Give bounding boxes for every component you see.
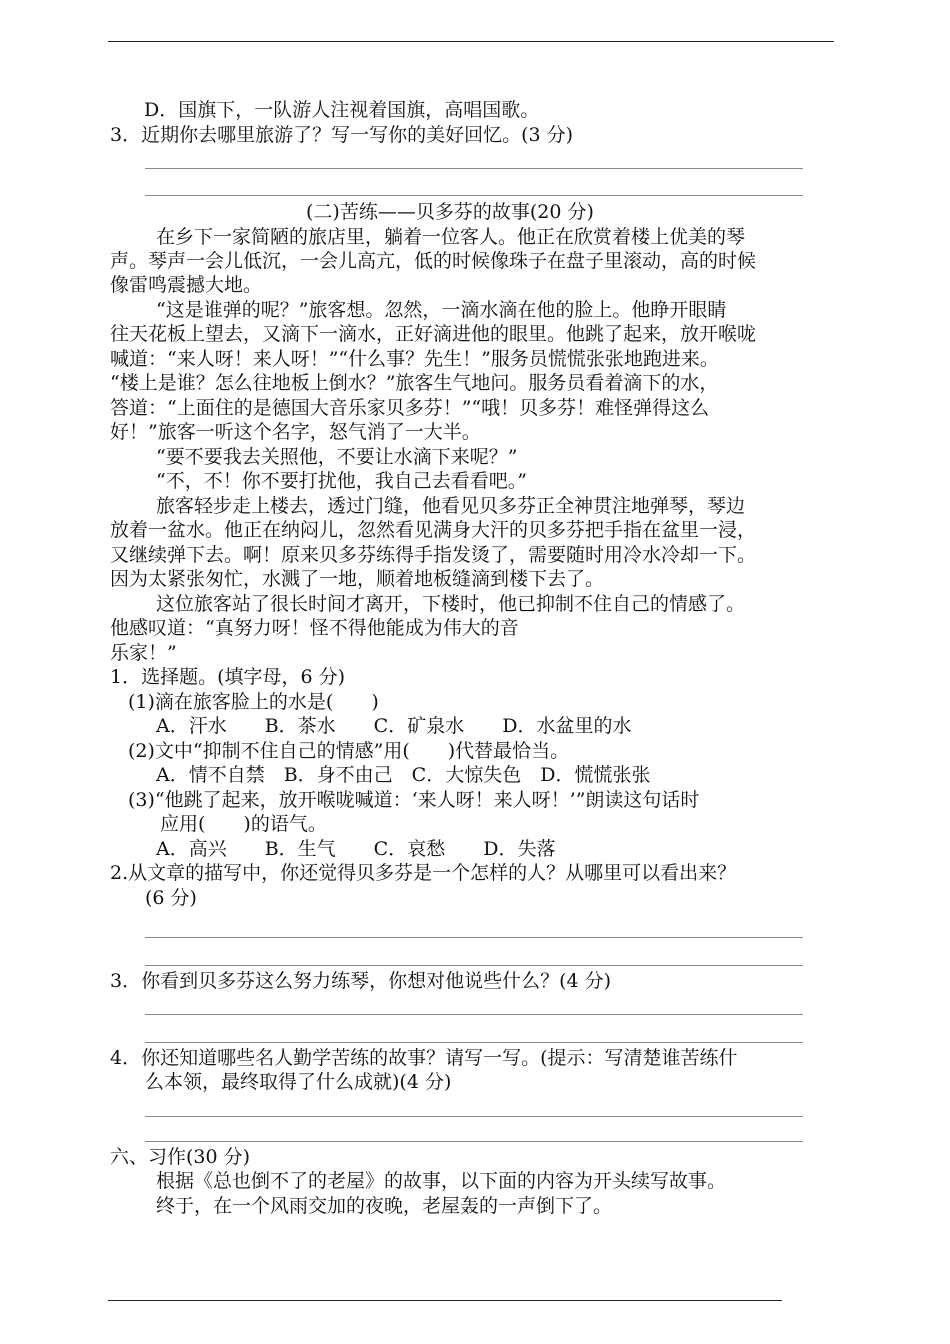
passage-line: “楼上是谁？怎么往地板上倒水？”旅客生气地问。服务员看着滴下的水， — [110, 372, 719, 394]
answer-line[interactable] — [145, 195, 803, 196]
passage-line: 在乡下一家简陋的旅店里，躺着一位客人。他正在欣赏着楼上优美的琴 — [156, 226, 746, 248]
passage-line: 旅客轻步走上楼去，透过门缝，他看见贝多芬正全神贯注地弹琴，琴边 — [156, 495, 746, 517]
question-4: 4．你还知道哪些名人勤学苦练的故事？请写一写。(提示：写清楚谁苦练什 — [110, 1047, 738, 1069]
question-2-score: (6 分) — [145, 887, 197, 909]
writing-opening: 终于，在一个风雨交加的夜晚，老屋轰的一声倒下了。 — [156, 1195, 613, 1217]
question-1-title: 1．选择题。(填字母，6 分) — [110, 666, 346, 688]
reading-title: (二)苦练——贝多芬的故事(20 分) — [306, 201, 594, 223]
answer-line[interactable] — [145, 1042, 803, 1043]
passage-line: “要不要我去关照他，不要让水滴下来呢？” — [156, 446, 518, 468]
passage-line: “这是谁弹的呢？”旅客想。忽然，一滴水滴在他的脸上。他睁开眼睛 — [156, 299, 727, 321]
passage-line: 喊道：“来人呀！来人呀！”“什么事？先生！”服务员慌慌张张地跑进来。 — [110, 348, 719, 370]
bottom-rule — [108, 1300, 782, 1301]
answer-line[interactable] — [145, 1141, 803, 1142]
answer-line[interactable] — [145, 168, 803, 169]
question-1-3-cont: 应用( )的语气。 — [160, 813, 327, 835]
question-1-2-options: A．情不自禁 B．身不由己 C．大惊失色 D．慌慌张张 — [156, 764, 651, 786]
question-2: 2.从文章的描写中，你还觉得贝多芬是一个怎样的人？从哪里可以看出来？ — [110, 862, 737, 884]
passage-line: 乐家！” — [110, 642, 177, 664]
passage-line: 因为太紧张匆忙，水溅了一地，顺着地板缝滴到楼下去了。 — [110, 568, 605, 590]
passage-line: 又继续弹下去。啊！原来贝多芬练得手指发烫了，需要随时用冷水冷却一下。 — [110, 544, 757, 566]
passage-line: 这位旅客站了很长时间才离开，下楼时，他已抑制不住自己的情感了。 — [156, 593, 746, 615]
passage-line: 放着一盆水。他正在纳闷儿，忽然看见满身大汗的贝多芬把手指在盆里一浸， — [110, 519, 757, 541]
passage-line: 他感叹道：“真努力呀！怪不得他能成为伟大的音 — [110, 617, 519, 639]
passage-line: 好！”旅客一听这个名字，怒气消了一大半。 — [110, 421, 481, 443]
question-1-3: (3)“他跳了起来，放开喉咙喊道：‘来人呀！来人呀！’”朗读这句话时 — [128, 789, 700, 811]
answer-line[interactable] — [145, 1014, 803, 1015]
top-rule — [108, 41, 834, 42]
option-d: D．国旗下，一队游人注视着国旗，高唱国歌。 — [144, 99, 540, 121]
answer-line[interactable] — [145, 937, 803, 938]
writing-prompt: 根据《总也倒不了的老屋》的故事，以下面的内容为开头续写故事。 — [156, 1170, 727, 1192]
question-1-2: (2)文中“抑制不住自己的情感”用( )代替最恰当。 — [128, 740, 570, 762]
passage-line: “不，不！你不要打扰他，我自己去看看吧。” — [156, 470, 527, 492]
passage-line: 往天花板上望去，又滴下一滴水，正好滴进他的眼里。他跳了起来，放开喉咙 — [110, 323, 757, 345]
question-1-1-options: A．汗水 B．茶水 C．矿泉水 D．水盆里的水 — [156, 715, 632, 737]
writing-title: 六、习作(30 分) — [110, 1146, 251, 1168]
question-3-prev: 3．近期你去哪里旅游了？写一写你的美好回忆。(3 分) — [110, 124, 574, 146]
passage-line: 像雷鸣震撼大地。 — [110, 274, 263, 296]
passage-line: 答道：“上面住的是德国大音乐家贝多芬！”“哦！贝多芬！难怪弹得这么 — [110, 397, 710, 419]
answer-line[interactable] — [145, 965, 803, 966]
answer-line[interactable] — [145, 1116, 803, 1117]
question-4-cont: 么本领，最终取得了什么成就)(4 分) — [145, 1071, 452, 1093]
question-1-1: (1)滴在旅客脸上的水是( ) — [128, 691, 379, 713]
question-3: 3．你看到贝多芬这么努力练琴，你想对他说些什么？(4 分) — [110, 970, 612, 992]
passage-line: 声。琴声一会儿低沉，一会儿高亢，低的时候像珠子在盘子里滚动，高的时候 — [110, 250, 757, 272]
question-1-3-options: A．高兴 B．生气 C．哀愁 D．失落 — [156, 838, 556, 860]
